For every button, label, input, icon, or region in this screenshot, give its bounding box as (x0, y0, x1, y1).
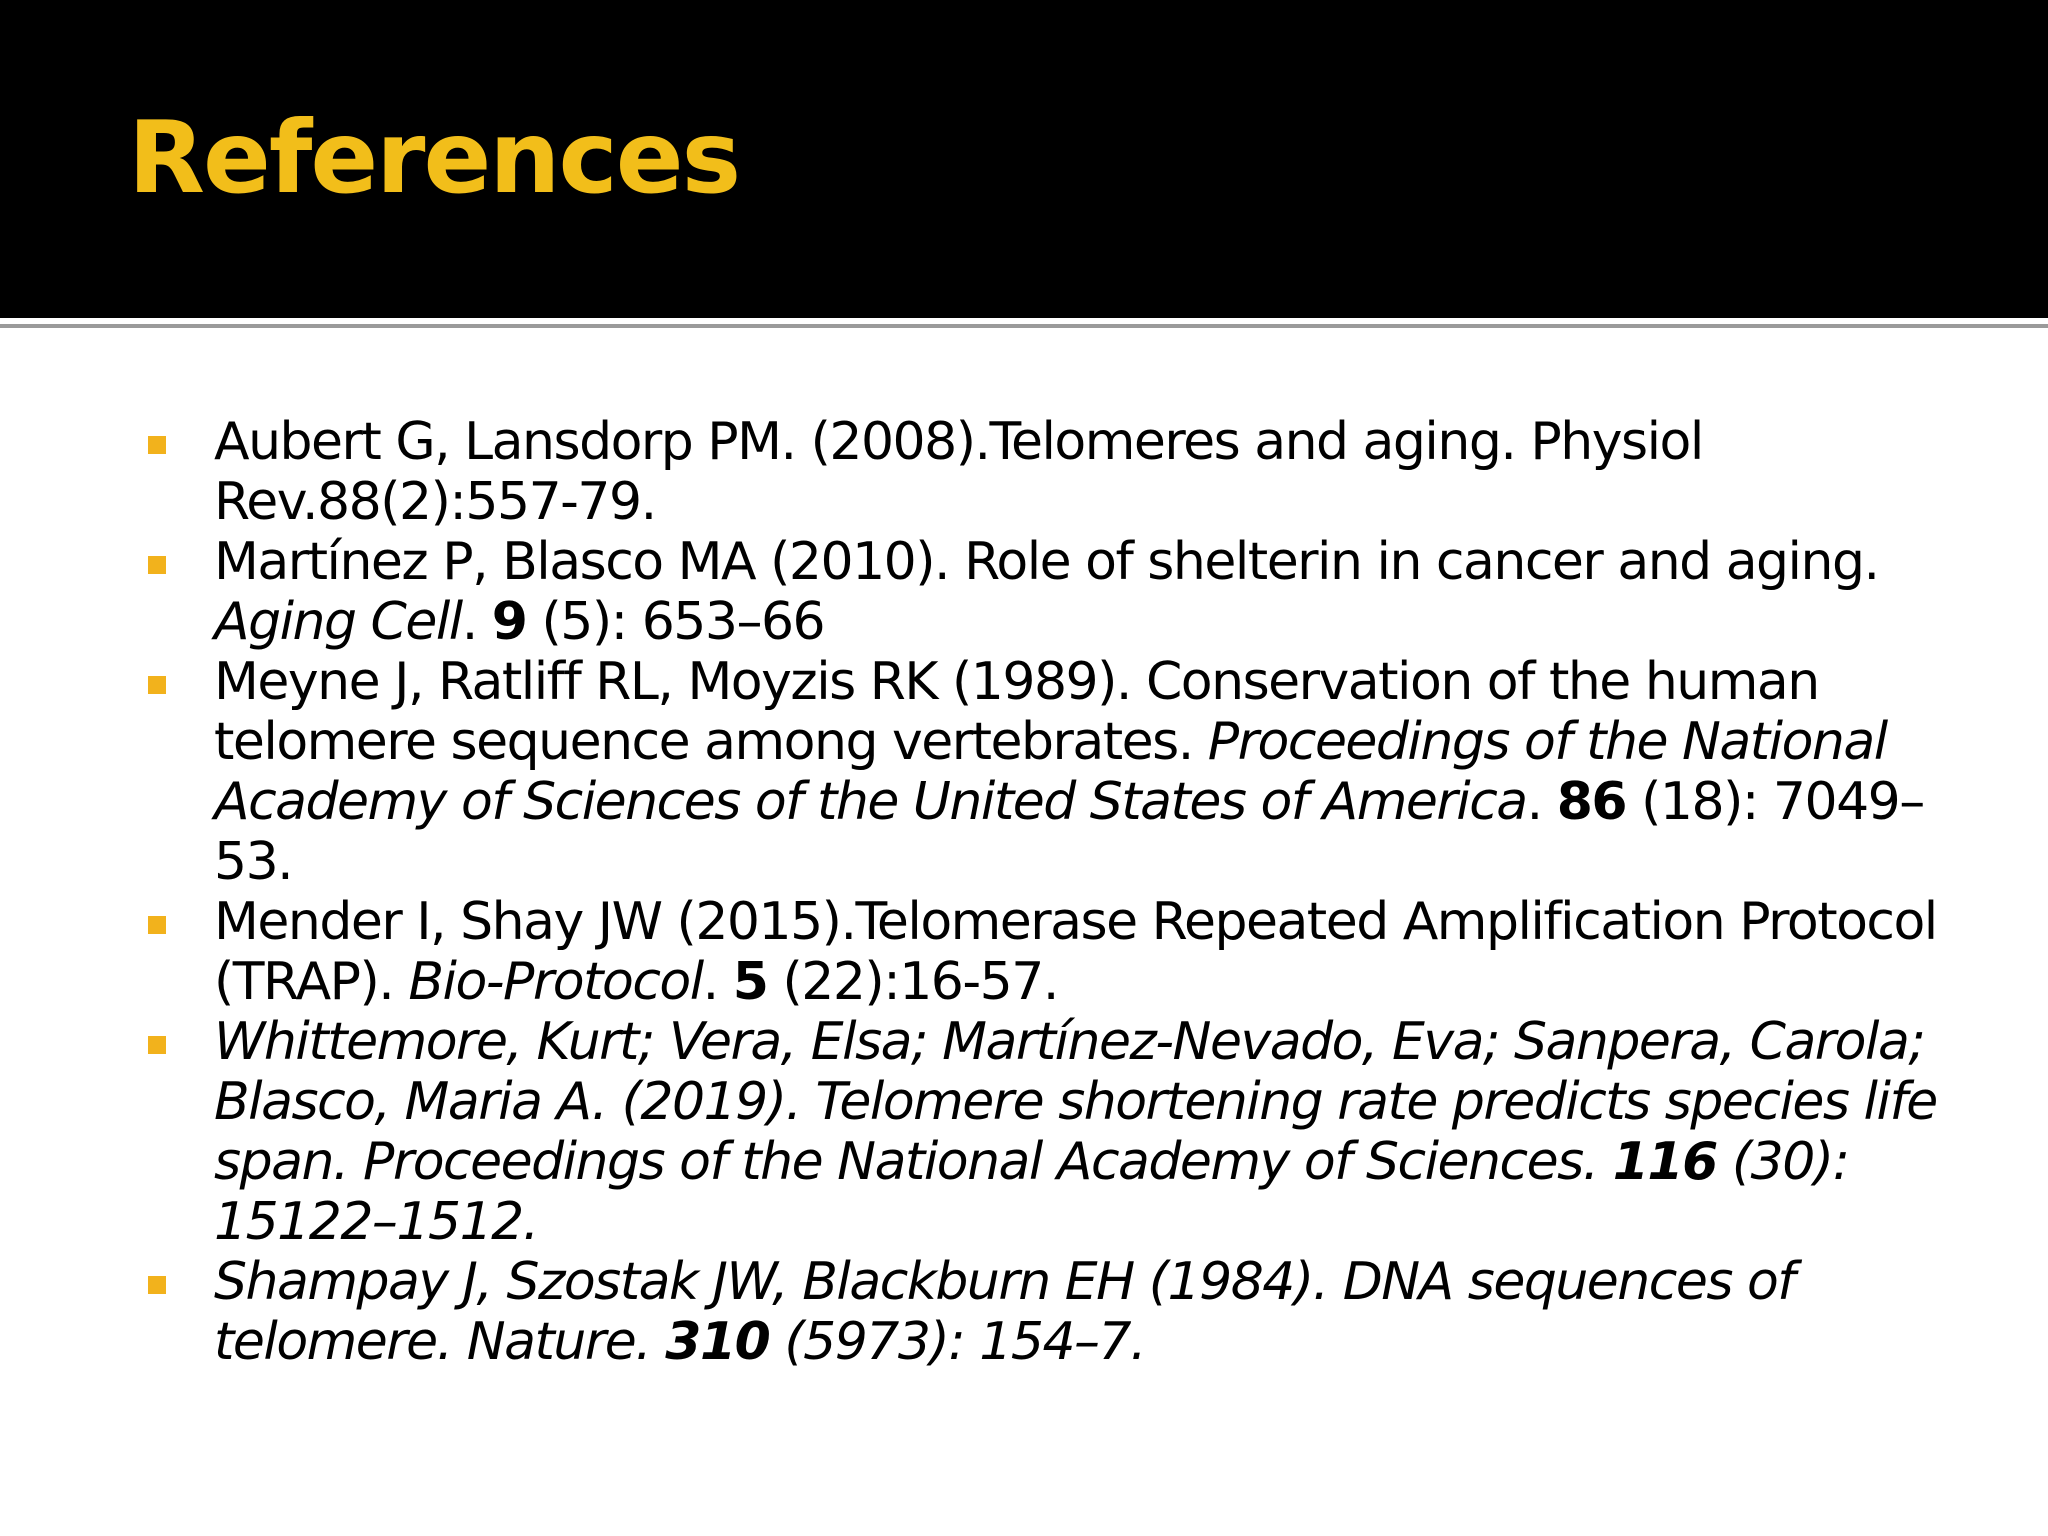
header-divider-dark (0, 324, 2048, 328)
reference-text: . (461, 592, 492, 652)
square-bullet-icon (148, 676, 166, 694)
reference-text: (30): 15122–1512. (214, 1132, 1849, 1252)
reference-text: Aubert G, Lansdorp PM. (2008).Telomeres and aging. Physiol Rev.88(2):557-79. (214, 412, 1703, 532)
journal-name: Proceedings of the National Academy of Sciences of the United States of America (214, 712, 1887, 832)
volume-number: 9 (491, 592, 527, 652)
reference-text: Mender I, Shay JW (2015).Telomerase Repeated Amplification Protocol (TRAP). (214, 892, 1937, 1012)
reference-text: (5): 653–66 (526, 592, 825, 652)
volume-number: 310 (665, 1312, 770, 1372)
reference-text: Meyne J, Ratliff RL, Moyzis RK (1989). Conservation of the human telomere sequence among vertebrates. (214, 652, 1819, 772)
reference-text: . (1526, 772, 1557, 832)
reference-item-martinez (140, 532, 1960, 652)
slide-title: References (128, 99, 740, 216)
title-bar (0, 0, 2048, 318)
reference-item-aubert (140, 412, 1960, 532)
reference-text: Shampay J, Szostak JW, Blackburn EH (1984). DNA sequences of telomere. Nature. (214, 1252, 1795, 1372)
journal-name: Aging Cell (214, 592, 462, 652)
reference-text: Martínez P, Blasco MA (2010). Role of shelterin in cancer and aging. (214, 532, 1879, 592)
volume-number: 5 (732, 952, 768, 1012)
reference-item-meyne (140, 652, 1960, 892)
reference-text: Whittemore, Kurt; Vera, Elsa; Martínez-Nevado, Eva; Sanpera, Carola; Blasco, Maria A. (2019). Telomere shortening rate predicts species life span. Proceedings of the National Academy of Sciences. (214, 1012, 1937, 1192)
square-bullet-icon (148, 1276, 166, 1294)
volume-number: 86 (1556, 772, 1627, 832)
reference-item-whittemore (140, 1012, 1960, 1252)
square-bullet-icon (148, 436, 166, 454)
reference-text: (22):16-57. (767, 952, 1058, 1012)
reference-item-mender (140, 892, 1960, 1012)
square-bullet-icon (148, 916, 166, 934)
reference-text: (5973): 154–7. (769, 1312, 1146, 1372)
reference-list (140, 412, 1960, 1372)
square-bullet-icon (148, 1036, 166, 1054)
journal-name: Bio-Protocol (408, 952, 703, 1012)
reference-text: . (702, 952, 733, 1012)
reference-text: (18): 7049–53. (214, 772, 1924, 892)
volume-number: 116 (1612, 1132, 1717, 1192)
reference-item-shampay (140, 1252, 1960, 1372)
square-bullet-icon (148, 556, 166, 574)
